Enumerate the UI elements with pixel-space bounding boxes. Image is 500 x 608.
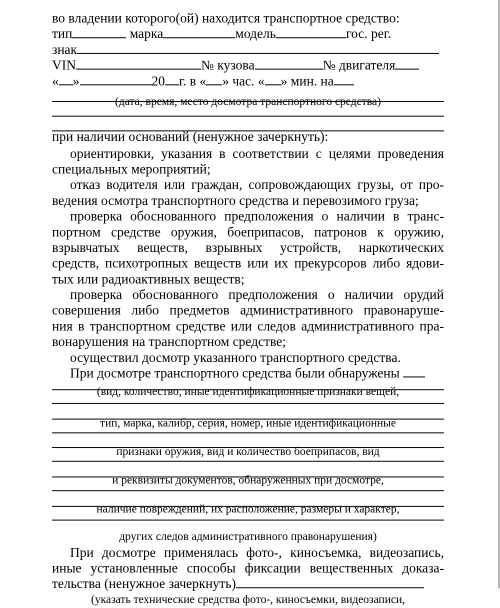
reg-label: гос. рег. — [345, 26, 392, 42]
year-prefix: 20 — [151, 73, 165, 89]
reg-sign-field[interactable] — [77, 42, 439, 54]
ground-4b: совершения либо предметов административного правонаруше- — [52, 302, 444, 318]
vehicle-type-line — [52, 26, 444, 42]
ground-3e: тых или радиоактивных веществ; — [52, 271, 245, 287]
minute-prefix: » час. « — [222, 73, 265, 89]
found-items-text: При досмотре транспортного средства были обнаружены — [70, 365, 400, 381]
ground-4d: вонарушения на транспортном средстве; — [52, 334, 287, 350]
fill-line[interactable] — [52, 116, 444, 117]
fixation-line-a: При досмотре применялась фото-, киносъемка, видеозапись, — [70, 545, 444, 560]
caption-items-6: других следов административного правонарушения) — [119, 531, 377, 544]
fill-line[interactable] — [52, 490, 444, 491]
year-field[interactable] — [165, 74, 179, 86]
engine-field[interactable] — [395, 58, 419, 70]
place-field[interactable] — [334, 74, 354, 86]
ground-1a: ориентировки, указания в соответствии с целями проведения — [70, 146, 444, 161]
ground-2a: отказ водителя или граждан, сопровождающих грузы, от про- — [70, 177, 444, 193]
caption-items-2: тип, марка, калибр, серия, номер, иные идентификационные — [100, 417, 396, 430]
day-open-quote: « — [52, 73, 59, 89]
day-close-quote: » — [72, 73, 80, 89]
brand-field[interactable] — [163, 26, 235, 38]
fixation-field[interactable] — [236, 576, 424, 588]
ground-1b: специальных мероприятий; — [52, 161, 211, 177]
body-label: № кузова — [201, 57, 255, 73]
fill-line[interactable] — [52, 461, 444, 462]
date-time-line — [52, 74, 444, 90]
day-field[interactable] — [59, 74, 73, 86]
caption-items-5: наличие повреждений, их расположение, размеры и характер, — [96, 503, 400, 516]
body-field[interactable] — [255, 58, 323, 70]
grounds-heading: при наличии оснований (ненужное зачеркнуть): — [52, 129, 329, 145]
found-items-line — [70, 366, 444, 382]
month-field[interactable] — [80, 74, 152, 86]
fixation-line-c-text: тельства (ненужное зачеркнуть) — [52, 576, 236, 592]
hour-field[interactable] — [206, 74, 222, 86]
ground-3c: взрывчатых веществ, взрывных устройств, наркотических — [52, 240, 444, 255]
caption-items-3: признаки оружия, вид и количество боеприпасов, вид — [116, 446, 380, 458]
vin-label: VIN — [52, 57, 76, 73]
caption-date-place: (дата, время, место досмотра транспортного средства) — [115, 96, 381, 108]
ground-3a: проверка обоснованного предположения о наличии в транс- — [70, 208, 444, 224]
fill-line[interactable] — [52, 403, 444, 404]
sign-label: знак — [52, 42, 78, 57]
model-field[interactable] — [276, 26, 346, 38]
caption-fixation: (указать технические средства фото-, киносъемки, видеозаписи, — [90, 594, 405, 606]
ground-3b: портном средстве оружия, боеприпасов, патронов к оружию, — [52, 224, 444, 240]
ground-4a: проверка обоснованного предположения о наличии орудий — [70, 287, 444, 302]
type-field[interactable] — [72, 26, 126, 38]
fixation-line-b: иные установленные способы фиксации вещественных доказа- — [52, 560, 444, 576]
ground-3d: средств, психотропных веществ или их прекурсоров либо ядови- — [52, 255, 444, 271]
engine-label: № двигателя — [322, 57, 396, 73]
hour-prefix: г. в « — [179, 73, 207, 89]
caption-items-4: и реквизиты документов, обнаруженных при досмотре, — [112, 474, 384, 487]
owner-line: во владении которого(ой) находится транспортное средство: — [52, 10, 400, 26]
type-label: тип — [52, 26, 73, 42]
vin-line — [52, 58, 444, 74]
minute-field[interactable] — [265, 74, 281, 86]
fill-line[interactable] — [52, 520, 444, 521]
model-label: модель — [235, 26, 276, 42]
fill-line[interactable] — [52, 432, 444, 433]
ground-4c: ния в транспортном средстве или следов административного пра- — [52, 318, 444, 334]
reg-sign-line — [52, 42, 444, 58]
ground-2b: ведения осмотра транспортного средства и перевозимого груза; — [52, 193, 419, 208]
found-items-field[interactable] — [403, 366, 425, 378]
fixation-line-c — [52, 576, 444, 592]
caption-items-1: (вид, количество, иные идентификационные признаки вещей, — [96, 386, 400, 399]
vin-field[interactable] — [76, 58, 201, 70]
inspection-performed: осуществил досмотр указанного транспортного средства. — [70, 350, 401, 365]
brand-label: марка — [129, 26, 164, 42]
place-prefix: » мин. на — [280, 73, 334, 89]
